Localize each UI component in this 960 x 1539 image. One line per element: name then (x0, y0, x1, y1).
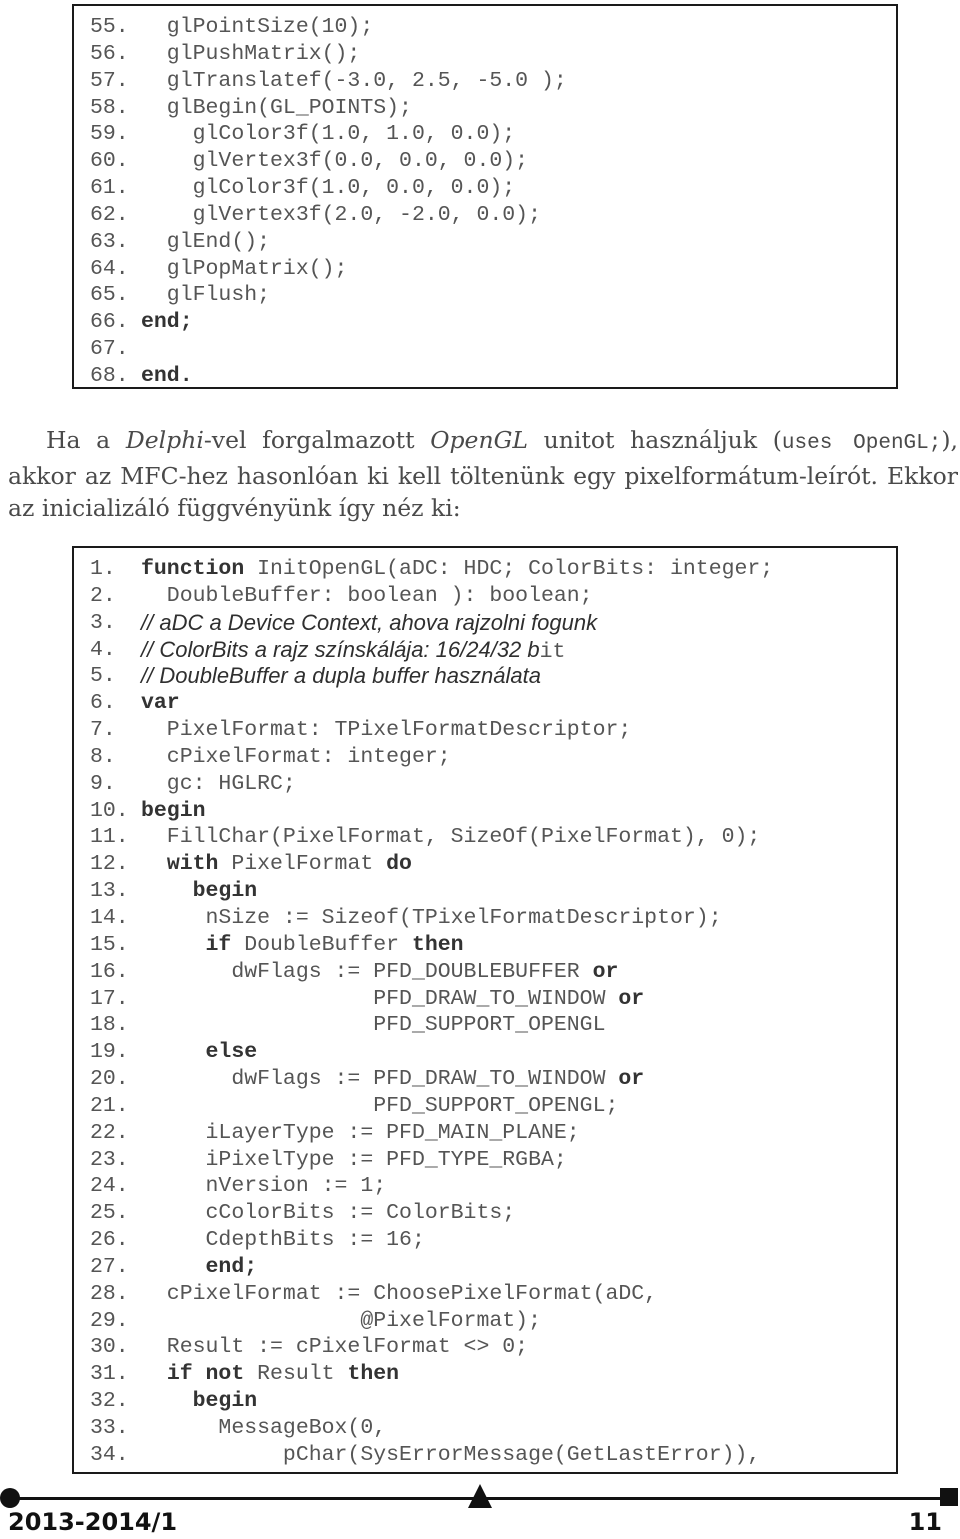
code-text (141, 1012, 605, 1039)
code-segment: glFlush; (141, 283, 271, 308)
code-line (74, 1173, 896, 1200)
line-number: 31. (90, 1362, 129, 1387)
code-block-2 (72, 546, 898, 1474)
code-line (74, 229, 896, 256)
code-segment: DoubleBuffer: boolean ): boolean; (141, 583, 593, 608)
code-line (74, 68, 896, 95)
line-number: 34. (90, 1442, 129, 1467)
line-number: 28. (90, 1281, 129, 1306)
line-number: 17. (90, 986, 129, 1011)
code-text (141, 1120, 580, 1147)
code-line (74, 336, 896, 363)
keyword: var (141, 691, 180, 716)
line-number: 22. (90, 1120, 129, 1145)
code-segment (141, 852, 167, 876)
code-text (141, 1173, 386, 1200)
line-number: 12. (90, 852, 129, 877)
code-text (141, 1281, 657, 1308)
code-segment: DoubleBuffer (231, 932, 412, 957)
code-segment: dwFlags := PFD_DOUBLEBUFFER (141, 959, 593, 984)
code-line (74, 959, 896, 986)
code-segment (141, 1255, 206, 1279)
line-number: 14. (90, 905, 129, 930)
code-segment: gc: HGLRC; (141, 771, 296, 796)
code-text (141, 798, 206, 825)
code-line (74, 1039, 896, 1066)
code-segment (141, 1362, 167, 1386)
code-segment (141, 933, 206, 957)
line-number: 67. (90, 337, 129, 362)
code-text (141, 1039, 257, 1066)
code-line (74, 824, 896, 851)
code-text (141, 1147, 567, 1174)
code-text (141, 851, 412, 878)
code-line (74, 1147, 896, 1174)
keyword: else (205, 1040, 258, 1065)
code-text (141, 1093, 618, 1120)
code-text (141, 663, 541, 692)
page-number: 11 (908, 1508, 942, 1536)
code-segment: cPixelFormat := ChoosePixelFormat(aDC, (141, 1281, 658, 1306)
line-number: 13. (90, 879, 129, 904)
code-text (141, 1442, 760, 1469)
code-line (74, 932, 896, 959)
code-line (74, 1066, 896, 1093)
code-line (74, 282, 896, 309)
line-number: 60. (90, 149, 129, 174)
code-segment: it (539, 639, 566, 664)
code-text (141, 1308, 541, 1335)
code-segment: nSize := Sizeof(TPixelFormatDescriptor); (141, 905, 722, 930)
code-line (74, 256, 896, 283)
line-number: 6. (90, 691, 116, 716)
code-text (141, 1066, 644, 1093)
line-number: 33. (90, 1416, 129, 1440)
code-line (74, 690, 896, 717)
code-line (74, 717, 896, 744)
code-text (141, 1361, 399, 1388)
code-text (141, 1415, 386, 1442)
code-segment: pChar(SysErrorMessage(GetLastError)), (141, 1442, 761, 1467)
line-number: 10. (90, 798, 129, 823)
keyword: begin (192, 1389, 258, 1414)
line-number: 56. (90, 41, 129, 66)
code-line (74, 798, 896, 825)
code-line (74, 610, 896, 637)
code-segment: iPixelType := PFD_TYPE_RGBA; (141, 1147, 567, 1172)
code-line (74, 878, 896, 905)
code-segment: InitOpenGL(aDC: HDC; ColorBits: integer; (244, 557, 774, 581)
code-segment: FillChar(PixelFormat, SizeOf(PixelFormat), 0); (141, 825, 761, 850)
code-line (74, 1254, 896, 1281)
code-segment: PixelFormat (218, 852, 387, 877)
line-number: 29. (90, 1308, 129, 1333)
keyword: or (618, 1067, 645, 1092)
line-number: 9. (90, 771, 116, 796)
code-segment: Result := cPixelFormat <> 0; (141, 1335, 529, 1360)
code-segment: iLayerType := PFD_MAIN_PLANE; (141, 1120, 580, 1145)
code-line (74, 95, 896, 122)
code-segment: glTranslatef(-3.0, 2.5, -5.0 ); (141, 68, 567, 93)
code-line (74, 905, 896, 932)
line-number: 3. (90, 610, 116, 635)
code-text (141, 905, 722, 932)
code-segment: Result (244, 1362, 348, 1387)
code-segment: glPointSize(10); (141, 15, 374, 39)
keyword: end. (141, 363, 193, 388)
line-number: 15. (90, 932, 129, 957)
line-number: 18. (90, 1013, 129, 1038)
line-number: 26. (90, 1228, 129, 1253)
comment: // DoubleBuffer a dupla buffer használata (141, 663, 541, 689)
code-line (74, 1442, 896, 1469)
line-number: 66. (90, 310, 129, 335)
line-number: 30. (90, 1335, 129, 1360)
code-text (141, 556, 773, 583)
code-segment: PFD_SUPPORT_OPENGL (141, 1013, 606, 1038)
code-line (74, 1120, 896, 1147)
code-segment: glVertex3f(2.0, -2.0, 0.0); (141, 202, 541, 227)
code-segment: cPixelFormat: integer; (141, 744, 451, 769)
code-line (74, 41, 896, 68)
code-text (141, 363, 193, 390)
code-line (74, 1227, 896, 1254)
code-line (74, 1388, 896, 1415)
code-text (141, 14, 373, 41)
code-text (141, 932, 464, 959)
code-line (74, 556, 896, 583)
line-number: 32. (90, 1389, 129, 1414)
code-text (141, 717, 631, 744)
code-line (74, 771, 896, 798)
footer-square-icon (940, 1488, 958, 1506)
code-line (74, 1308, 896, 1335)
line-number: 55. (90, 15, 129, 39)
line-number: 4. (90, 637, 116, 662)
code-segment: glPushMatrix(); (141, 41, 361, 66)
code-segment: glColor3f(1.0, 0.0, 0.0); (141, 176, 516, 201)
line-number: 58. (90, 95, 129, 120)
footer-triangle-icon (468, 1484, 492, 1508)
code-segment (141, 879, 193, 903)
body-paragraph (8, 424, 958, 524)
code-line (74, 14, 896, 41)
line-number: 62. (90, 202, 129, 227)
code-line (74, 637, 896, 664)
keyword: if not (166, 1362, 245, 1387)
line-number: 57. (90, 68, 129, 93)
code-line (74, 583, 896, 610)
code-line (74, 851, 896, 878)
line-number: 16. (90, 959, 129, 984)
code-line (74, 363, 896, 390)
keyword: begin (141, 798, 206, 823)
code-text (141, 95, 412, 122)
keyword: end; (141, 310, 193, 335)
code-line (74, 1093, 896, 1120)
code-segment: glBegin(GL_POINTS); (141, 95, 412, 120)
keyword: then (411, 932, 464, 957)
code-text (141, 175, 515, 202)
code-segment: CdepthBits := 16; (141, 1228, 425, 1253)
keyword: or (592, 959, 619, 984)
line-number: 19. (90, 1040, 129, 1065)
code-text (141, 610, 597, 639)
code-text (141, 771, 296, 798)
comment: // ColorBits a rajz színskálája: 16/24/32 b (141, 636, 540, 662)
keyword: or (618, 986, 645, 1011)
line-number: 59. (90, 122, 129, 147)
keyword: then (347, 1362, 400, 1387)
keyword: if (205, 932, 232, 957)
code-line (74, 744, 896, 771)
footer-semester: 2013-2014/1 (8, 1508, 178, 1536)
code-line (74, 175, 896, 202)
comment: // aDC a Device Context, ahova rajzolni fogunk (141, 609, 598, 635)
code-text (141, 744, 451, 771)
keyword: end; (205, 1254, 258, 1279)
keyword: begin (192, 879, 258, 904)
keyword: with (166, 852, 219, 877)
line-number: 11. (90, 825, 129, 850)
code-segment: PixelFormat: TPixelFormatDescriptor; (141, 718, 632, 743)
code-text (141, 68, 567, 95)
code-text (141, 583, 593, 610)
code-segment: PFD_DRAW_TO_WINDOW (141, 986, 619, 1011)
code-line (74, 1334, 896, 1361)
code-text (141, 690, 180, 717)
code-text (141, 282, 270, 309)
code-line (74, 1012, 896, 1039)
code-text (141, 256, 347, 283)
code-line (74, 202, 896, 229)
line-number: 68. (90, 363, 129, 388)
line-number: 5. (90, 664, 116, 689)
code-line (74, 986, 896, 1013)
code-text (141, 121, 515, 148)
line-number: 64. (90, 256, 129, 281)
line-number: 25. (90, 1201, 129, 1226)
code-text (141, 637, 565, 666)
code-line (74, 121, 896, 148)
keyword: function (141, 557, 245, 581)
code-text (141, 202, 541, 229)
line-number: 65. (90, 283, 129, 308)
code-line (74, 1415, 896, 1442)
code-line (74, 148, 896, 175)
code-text (141, 986, 644, 1013)
code-text (141, 148, 528, 175)
line-number: 27. (90, 1254, 129, 1279)
code-segment: glVertex3f(0.0, 0.0, 0.0); (141, 149, 529, 174)
code-segment: glEnd(); (141, 229, 271, 254)
line-number: 8. (90, 744, 116, 769)
line-number: 1. (90, 557, 116, 581)
code-segment: glPopMatrix(); (141, 256, 348, 281)
code-text (141, 878, 257, 905)
line-number: 21. (90, 1093, 129, 1118)
code-segment: glColor3f(1.0, 1.0, 0.0); (141, 122, 516, 147)
code-segment: nVersion := 1; (141, 1174, 387, 1199)
code-line (74, 1200, 896, 1227)
code-text (141, 824, 760, 851)
code-line (74, 1281, 896, 1308)
code-text (141, 1334, 528, 1361)
code-block-1 (72, 4, 898, 389)
code-text (141, 1227, 425, 1254)
code-segment: @PixelFormat); (141, 1308, 541, 1333)
code-segment: PFD_SUPPORT_OPENGL; (141, 1093, 619, 1118)
code-line (74, 1361, 896, 1388)
line-number: 7. (90, 718, 116, 743)
code-segment: MessageBox(0, (141, 1416, 387, 1440)
keyword: do (386, 852, 412, 877)
line-number: 20. (90, 1067, 129, 1092)
code-text (141, 41, 360, 68)
paragraph-text: Ha a Delphi-vel forgalmazott OpenGL unitot használjuk (uses OpenGL;), akkor az MFC-hez hasonlóan ki kell töltenünk egy pixelformátum-leírót. Ekkor az inicializáló függvényünk így néz ki: (8, 426, 958, 522)
code-text (141, 1388, 257, 1415)
code-segment: dwFlags := PFD_DRAW_TO_WINDOW (141, 1067, 619, 1092)
code-text (141, 1254, 257, 1281)
line-number: 61. (90, 176, 129, 201)
line-number: 2. (90, 583, 116, 608)
code-segment: cColorBits := ColorBits; (141, 1201, 516, 1226)
code-segment (141, 1040, 206, 1064)
code-text (141, 229, 270, 256)
code-text (141, 309, 193, 336)
code-text (141, 959, 618, 986)
line-number: 24. (90, 1174, 129, 1199)
code-segment (141, 1389, 193, 1413)
line-number: 63. (90, 229, 129, 254)
code-text (141, 1200, 515, 1227)
code-line (74, 309, 896, 336)
code-line (74, 663, 896, 690)
line-number: 23. (90, 1147, 129, 1172)
